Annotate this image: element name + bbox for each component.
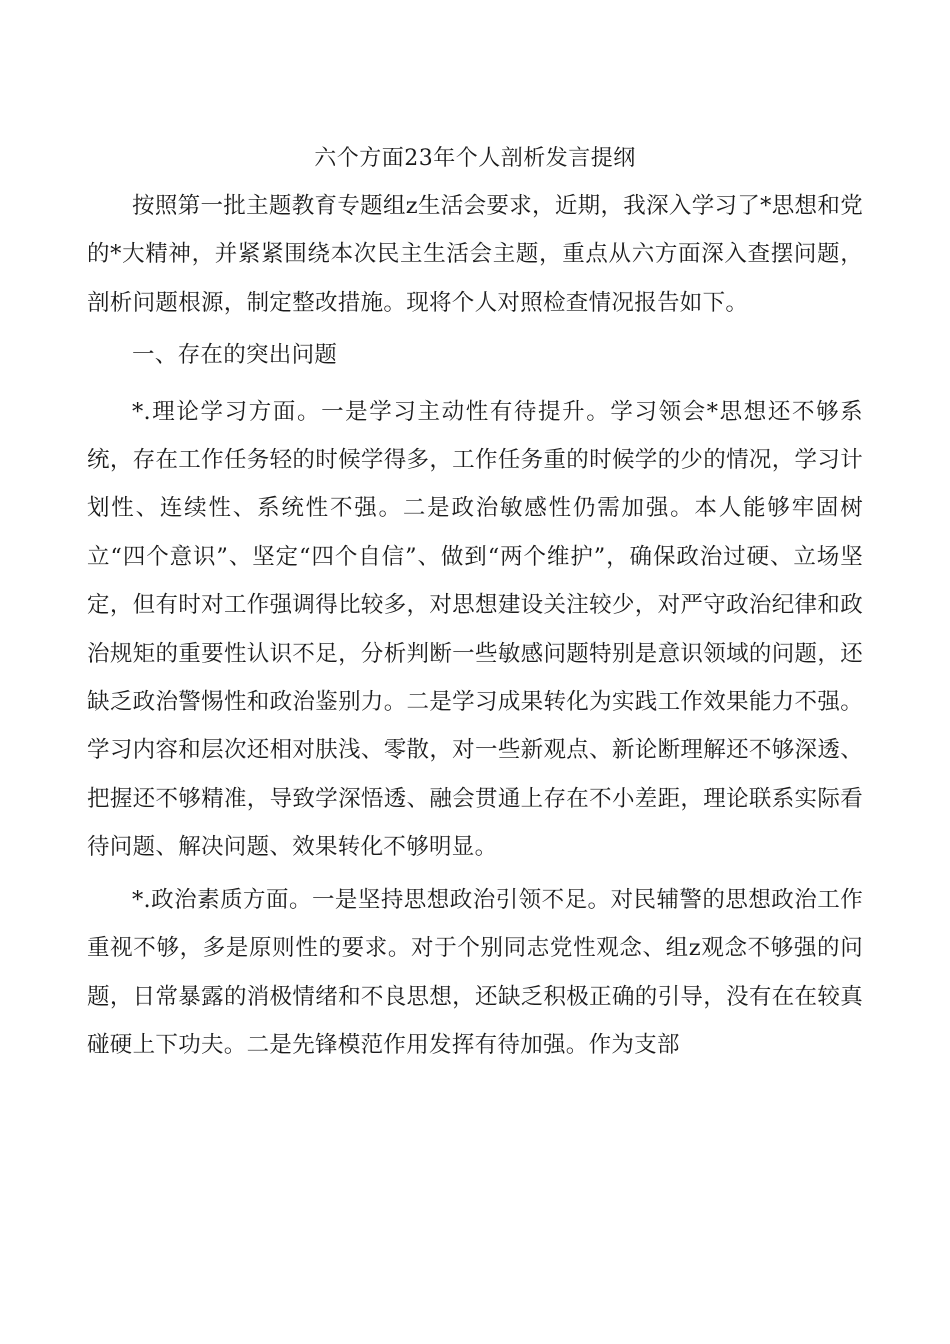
political-quality-paragraph: *.政治素质方面。一是坚持思想政治引领不足。对民辅警的思想政治工作重视不够，多是原则性的要求。对于个别同志党性观念、组z观念不够强的问题，日常暴露的消极情绪和不良思想，还缺乏积极正确的引导，没有在在较真碰硬上下功夫。二是先锋模范作用发挥有待加强。作为支部 [87,886,863,1058]
theory-study-paragraph: *.理论学习方面。一是学习主动性有待提升。学习领会*思想还不够系统，存在工作任务轻的时候学得多，工作任务重的时候学的少的情况，学习计划性、连续性、系统性不强。二是政治敏感性仍需加强。本人能够牢固树立“四个意识”、坚定“四个自信”、做到“两个维护”，确保政治过硬、立场坚定，但有时对工作强调得比较多，对思想建设关注较少，对严守政治纪律和政治规矩的重要性认识不足，分析判断一些敏感问题特别是意识领域的问题，还缺乏政治警惕性和政治鉴别力。二是学习成果转化为实践工作效果能力不强。学习内容和层次还相对肤浅、零散，对一些新观点、新论断理解还不够深透、把握还不够精准，导致学深悟透、融会贯通上存在不小差距，理论联系实际看待问题、解决问题、效果转化不够明显。 [87,398,863,861]
document-title: 六个方面23年个人剖析发言提纲 [314,146,636,171]
section-heading: 一、存在的突出问题 [132,342,338,369]
intro-paragraph: 按照第一批主题教育专题组z生活会要求，近期，我深入学习了*思想和党的*大精神，并紧紧围绕本次民主生活会主题，重点从六方面深入查摆问题，剖析问题根源，制定整改措施。现将个人对照检查情况报告如下。 [87,193,863,316]
document-page [87,140,863,1073]
